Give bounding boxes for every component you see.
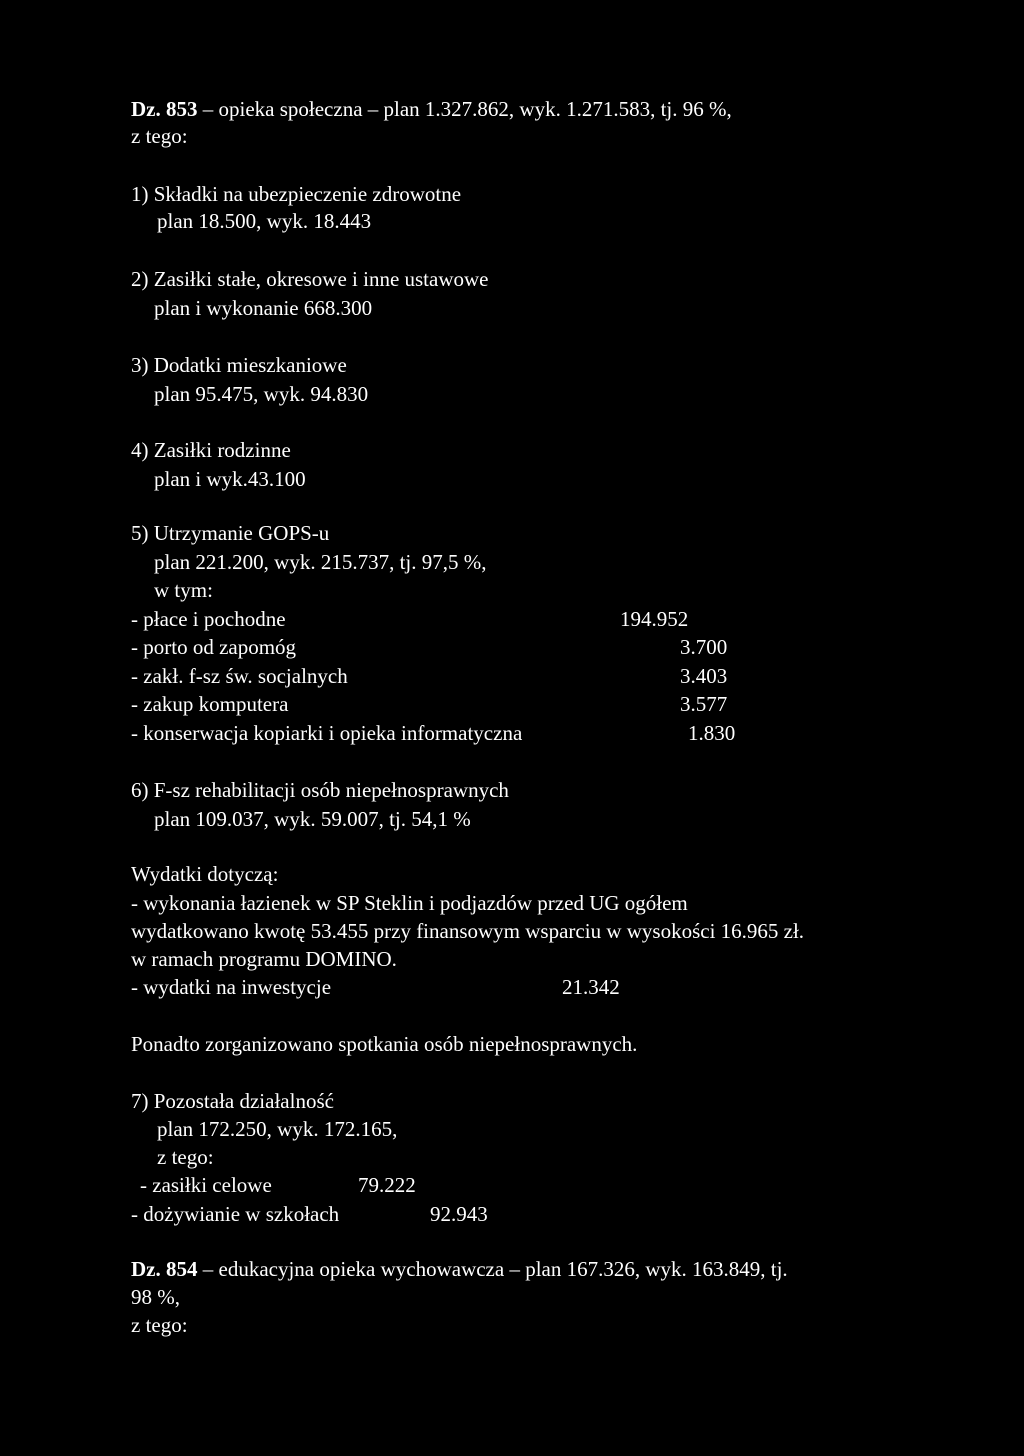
wydatki-heading: Wydatki dotyczą: — [131, 862, 279, 886]
item-3-title: 3) Dodatki mieszkaniowe — [131, 353, 347, 377]
dz854-z-tego: z tego: — [131, 1313, 188, 1337]
item-1-detail: plan 18.500, wyk. 18.443 — [157, 209, 372, 233]
section-header-dz853 — [131, 96, 732, 122]
item-7-z-tego: z tego: — [157, 1145, 214, 1169]
section-code: Dz. 853 — [131, 97, 198, 121]
item-7-title: 7) Pozostała działalność — [131, 1089, 334, 1113]
breakdown-value: 3.403 — [680, 664, 728, 688]
breakdown-value: 3.577 — [680, 692, 728, 716]
section-title: – opieka społeczna – plan 1.327.862, wyk. 1.271.583, tj. 96 %, — [197, 97, 732, 121]
item-2-title: 2) Zasiłki stałe, okresowe i inne ustawowe — [131, 267, 489, 291]
breakdown-row — [131, 663, 348, 689]
item-7-detail: plan 172.250, wyk. 172.165, — [157, 1117, 398, 1141]
dozywianie-value: 92.943 — [430, 1202, 488, 1226]
section-title: – edukacyjna opieka wychowawcza – plan 167.326, wyk. 163.849, tj. — [197, 1257, 788, 1281]
item-4-title: 4) Zasiłki rodzinne — [131, 438, 291, 462]
inwestycje-value: 21.342 — [562, 975, 620, 999]
breakdown-value: 194.952 — [620, 607, 689, 631]
ponadto-text: Ponadto zorganizowano spotkania osób niepełnosprawnych. — [131, 1032, 638, 1056]
section-code: Dz. 854 — [131, 1257, 198, 1281]
dz854-line-2: 98 %, — [131, 1285, 180, 1309]
item-4-detail: plan i wyk.43.100 — [154, 467, 306, 491]
breakdown-row — [131, 634, 296, 660]
wydatki-line-3: w ramach programu DOMINO. — [131, 947, 397, 971]
wydatki-line-1: - wykonania łazienek w SP Steklin i podjazdów przed UG ogółem — [131, 891, 688, 915]
item-5-wtym: w tym: — [154, 578, 213, 602]
item-2-detail: plan i wykonanie 668.300 — [154, 296, 373, 320]
item-1-title: 1) Składki na ubezpieczenie zdrowotne — [131, 182, 462, 206]
item-3-detail: plan 95.475, wyk. 94.830 — [154, 382, 369, 406]
zasilki-celowe-value: 79.222 — [358, 1173, 416, 1197]
breakdown-row — [131, 720, 522, 746]
breakdown-value: 1.830 — [688, 721, 736, 745]
item-5-detail: plan 221.200, wyk. 215.737, tj. 97,5 %, — [154, 550, 487, 574]
wydatki-line-2: wydatkowano kwotę 53.455 przy finansowym wsparciu w wysokości 16.965 zł. — [131, 919, 805, 943]
breakdown-label: - zakł. f-sz św. socjalnych — [131, 664, 348, 688]
breakdown-row — [131, 606, 286, 632]
z-tego-label: z tego: — [131, 124, 188, 148]
item-6-title: 6) F-sz rehabilitacji osób niepełnosprawnych — [131, 778, 509, 802]
breakdown-label: - porto od zapomóg — [131, 635, 297, 659]
breakdown-value: 3.700 — [680, 635, 728, 659]
inwestycje-label: - wydatki na inwestycje — [131, 975, 332, 999]
section-header-dz854 — [131, 1256, 788, 1282]
item-6-detail: plan 109.037, wyk. 59.007, tj. 54,1 % — [154, 807, 471, 831]
breakdown-label: - płace i pochodne — [131, 607, 286, 631]
zasilki-celowe-label: - zasiłki celowe — [140, 1173, 272, 1197]
breakdown-label: - konserwacja kopiarki i opieka informatyczna — [131, 721, 523, 745]
breakdown-row — [131, 691, 288, 717]
breakdown-label: - zakup komputera — [131, 692, 289, 716]
dozywianie-label: - dożywianie w szkołach — [131, 1202, 340, 1226]
item-5-title: 5) Utrzymanie GOPS-u — [131, 521, 330, 545]
